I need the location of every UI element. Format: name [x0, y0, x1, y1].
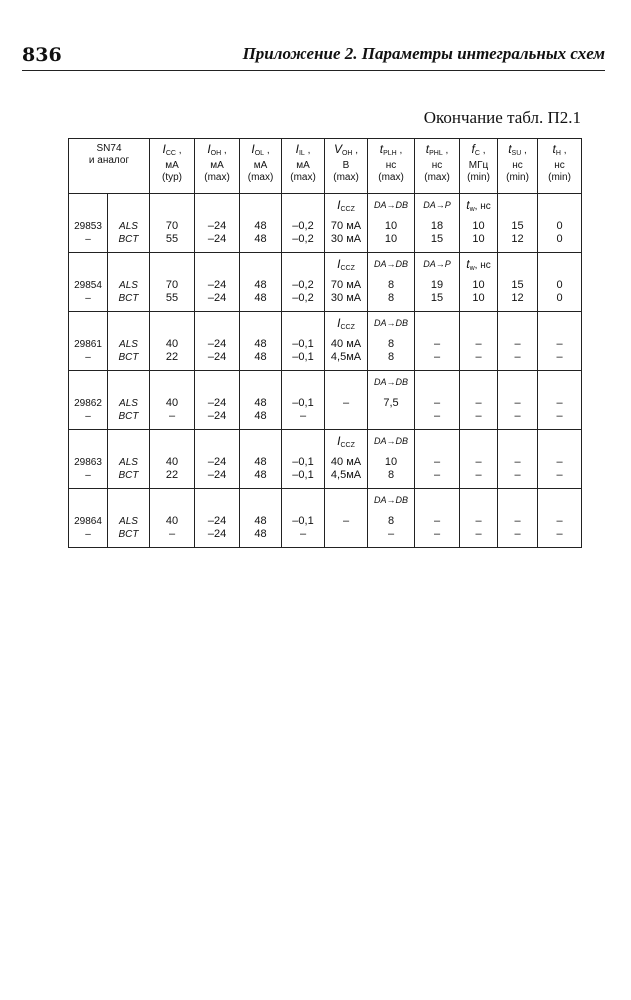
tphl-cell: – –: [415, 430, 460, 489]
iol-cell: 48 48: [240, 430, 282, 489]
fc-cell: $t_w$, нс 10 10: [460, 194, 498, 253]
iol-cell: 48 48: [240, 194, 282, 253]
table-row: [69, 312, 582, 371]
iol-cell: 48 48: [240, 489, 282, 548]
ioh-cell: –24 –24: [195, 312, 240, 371]
table-caption: Окончание табл. П2.1: [423, 108, 581, 127]
iil-cell: –0,1 –0,1: [282, 430, 325, 489]
column-header: $t_H$ , нс (min): [538, 139, 582, 194]
tsu-cell: – –: [498, 312, 538, 371]
iil-cell: –0,1 –0,1: [282, 312, 325, 371]
tplh-cell: DA→DB 8 8: [368, 253, 415, 312]
part-number-cell: 29864 –: [69, 489, 108, 548]
column-header: $f_C$ , МГц (min): [460, 139, 498, 194]
voh-cell: –: [325, 371, 368, 430]
iol-cell: 48 48: [240, 312, 282, 371]
tphl-cell: – –: [415, 371, 460, 430]
th-cell: – –: [538, 312, 582, 371]
voh-cell: $I_{CCZ}$ 40 мА 4,5мА: [325, 430, 368, 489]
voh-cell: $I_{CCZ}$ 70 мА 30 мА: [325, 194, 368, 253]
table-row: [69, 489, 582, 548]
tplh-cell: DA→DB 8 8: [368, 312, 415, 371]
iil-cell: –0,2 –0,2: [282, 194, 325, 253]
icc-cell: 40 22: [150, 430, 195, 489]
th-cell: 0 0: [538, 253, 582, 312]
fc-cell: – –: [460, 312, 498, 371]
series-cell: ALS BCT: [108, 312, 150, 371]
column-header: $I_{OH}$ , мА (max): [195, 139, 240, 194]
iol-cell: 48 48: [240, 371, 282, 430]
fc-cell: – –: [460, 430, 498, 489]
table-row: [69, 430, 582, 489]
fc-cell: $t_w$, нс 10 10: [460, 253, 498, 312]
column-header: $V_{OH}$ , В (max): [325, 139, 368, 194]
column-header: $I_{IL}$ , мА (max): [282, 139, 325, 194]
part-number-cell: 29853 –: [69, 194, 108, 253]
tplh-cell: DA→DB 8 –: [368, 489, 415, 548]
iil-cell: –0,1 –: [282, 371, 325, 430]
tplh-cell: DA→DB 7,5: [368, 371, 415, 430]
tsu-cell: – –: [498, 430, 538, 489]
iil-cell: –0,1 –: [282, 489, 325, 548]
th-cell: – –: [538, 489, 582, 548]
tplh-cell: DA→DB 10 10: [368, 194, 415, 253]
series-cell: ALS BCT: [108, 253, 150, 312]
part-number-cell: 29854 –: [69, 253, 108, 312]
icc-cell: 40 –: [150, 489, 195, 548]
tsu-cell: 15 12: [498, 253, 538, 312]
parameters-table: [68, 138, 582, 548]
table-body: [69, 194, 582, 548]
running-title: Приложение 2. Параметры интегральных схем: [242, 44, 605, 63]
series-cell: ALS BCT: [108, 194, 150, 253]
ioh-cell: –24 –24: [195, 430, 240, 489]
icc-cell: 70 55: [150, 194, 195, 253]
voh-cell: $I_{CCZ}$ 40 мА 4,5мА: [325, 312, 368, 371]
table-row: [69, 371, 582, 430]
tsu-cell: – –: [498, 371, 538, 430]
column-header: $I_{CC}$ , мА (typ): [150, 139, 195, 194]
th-cell: – –: [538, 371, 582, 430]
part-number-cell: 29861 –: [69, 312, 108, 371]
column-header: $I_{OL}$ , мА (max): [240, 139, 282, 194]
tphl-cell: DA→P 19 15: [415, 253, 460, 312]
table-row: [69, 194, 582, 253]
tphl-cell: – –: [415, 312, 460, 371]
ioh-cell: –24 –24: [195, 489, 240, 548]
part-number-cell: 29862 –: [69, 371, 108, 430]
tplh-cell: DA→DB 10 8: [368, 430, 415, 489]
table-header: [69, 139, 582, 194]
tsu-cell: 15 12: [498, 194, 538, 253]
ioh-cell: –24 –24: [195, 194, 240, 253]
tphl-cell: – –: [415, 489, 460, 548]
ioh-cell: –24 –24: [195, 253, 240, 312]
iil-cell: –0,2 –0,2: [282, 253, 325, 312]
series-cell: ALS BCT: [108, 489, 150, 548]
series-cell: ALS BCT: [108, 371, 150, 430]
voh-cell: –: [325, 489, 368, 548]
voh-cell: $I_{CCZ}$ 70 мА 30 мА: [325, 253, 368, 312]
tphl-cell: DA→P 18 15: [415, 194, 460, 253]
th-cell: 0 0: [538, 194, 582, 253]
table-row: [69, 253, 582, 312]
ioh-cell: –24 –24: [195, 371, 240, 430]
icc-cell: 70 55: [150, 253, 195, 312]
page-number: 836: [22, 44, 62, 66]
column-header: $t_{SU}$ , нс (min): [498, 139, 538, 194]
column-header: $t_{PHL}$ , нс (max): [415, 139, 460, 194]
iol-cell: 48 48: [240, 253, 282, 312]
part-number-cell: 29863 –: [69, 430, 108, 489]
tsu-cell: – –: [498, 489, 538, 548]
fc-cell: – –: [460, 371, 498, 430]
header-rule: [22, 70, 605, 71]
th-cell: – –: [538, 430, 582, 489]
icc-cell: 40 –: [150, 371, 195, 430]
icc-cell: 40 22: [150, 312, 195, 371]
column-header: $t_{PLH}$ , нс (max): [368, 139, 415, 194]
column-header: SN74 и аналог: [69, 139, 150, 194]
fc-cell: – –: [460, 489, 498, 548]
series-cell: ALS BCT: [108, 430, 150, 489]
